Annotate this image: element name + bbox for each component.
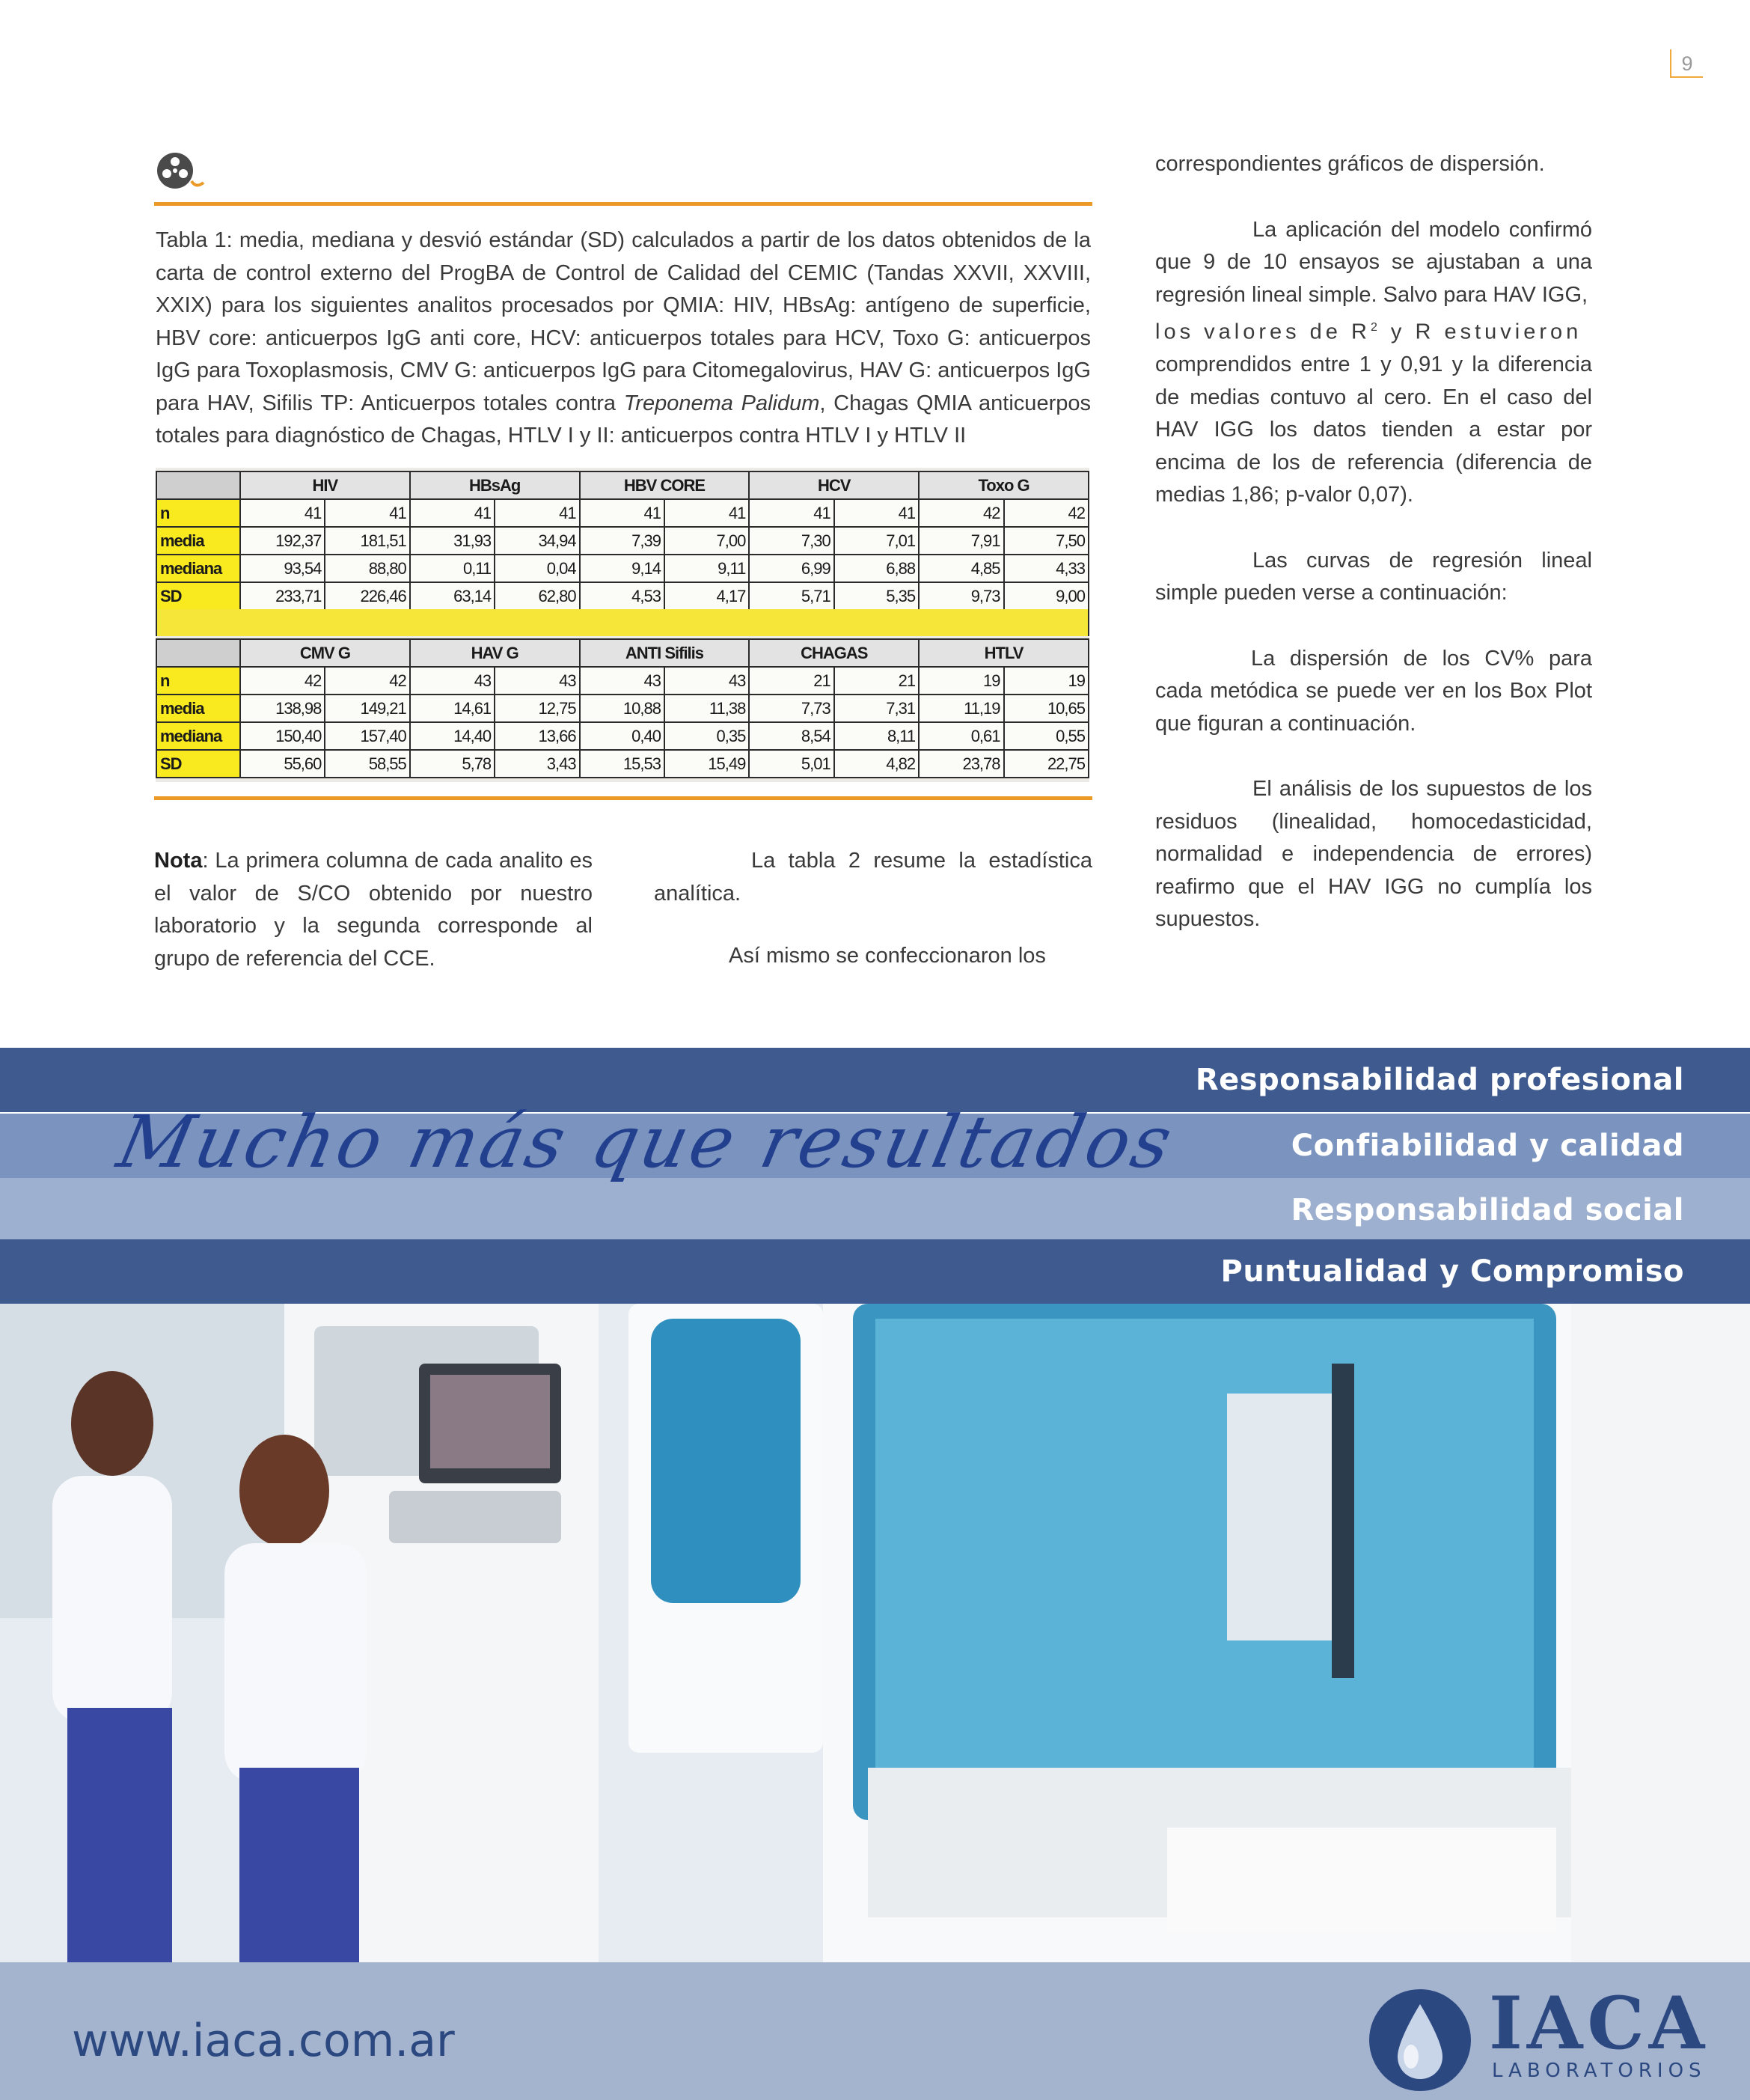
- table-cell: 43: [580, 667, 664, 695]
- table-cell: 8,54: [749, 722, 833, 750]
- table-cell: 5,71: [749, 582, 833, 610]
- table-cell: 7,91: [919, 527, 1003, 555]
- table-header: ANTI Sifilis: [580, 639, 750, 667]
- table-cell: 43: [664, 667, 749, 695]
- table-corner: [156, 471, 240, 499]
- table-cell: 226,46: [325, 582, 409, 610]
- table-cell: 5,78: [410, 750, 495, 778]
- row-label: n: [156, 499, 240, 527]
- row-label: SD: [156, 582, 240, 610]
- table-cell: 21: [834, 667, 919, 695]
- note-label: Nota: [154, 849, 203, 873]
- table-cell: 63,14: [410, 582, 495, 610]
- banner-line: Puntualidad y Compromiso: [1220, 1254, 1684, 1289]
- table-cell: 41: [580, 499, 664, 527]
- table-cell: 31,93: [410, 527, 495, 555]
- table-cell: 7,30: [749, 527, 833, 555]
- table-corner: [156, 639, 240, 667]
- row-label: n: [156, 667, 240, 695]
- table-separator-band: [156, 609, 1089, 636]
- table-cell: 21: [749, 667, 833, 695]
- results-table-1: [156, 471, 1089, 611]
- table-cell: 9,73: [919, 582, 1003, 610]
- table-cell: 42: [919, 499, 1003, 527]
- table-cell: 157,40: [325, 722, 409, 750]
- table-cell: 41: [325, 499, 409, 527]
- table-cell: 42: [325, 667, 409, 695]
- table-cell: 41: [834, 499, 919, 527]
- table-cell: 41: [664, 499, 749, 527]
- table-row: [156, 527, 1089, 555]
- table-cell: 4,85: [919, 555, 1003, 582]
- table-cell: 7,00: [664, 527, 749, 555]
- paragraph: comprendidos entre 1 y 0,91 y la diferencia de medias contuvo al cero. En el caso del HAV IGG los datos tienden a estar por encima de los de referencia (diferencia de medias 1,86; p-valor 0,07).: [1155, 352, 1592, 507]
- table-cell: 19: [1004, 667, 1089, 695]
- table-cell: 43: [410, 667, 495, 695]
- table-header: CHAGAS: [749, 639, 919, 667]
- page-number: 9: [1670, 49, 1703, 78]
- table-header: CMV G: [240, 639, 410, 667]
- table-row: [156, 722, 1089, 750]
- banner-band: [0, 1178, 1750, 1242]
- table-cell: 4,17: [664, 582, 749, 610]
- table-cell: 34,94: [495, 527, 579, 555]
- table-cell: 55,60: [240, 750, 325, 778]
- table-cell: 19: [919, 667, 1003, 695]
- table-cell: 23,78: [919, 750, 1003, 778]
- table-cell: 41: [410, 499, 495, 527]
- table-cell: 181,51: [325, 527, 409, 555]
- table-cell: 0,11: [410, 555, 495, 582]
- logo-subtitle: LABORATORIOS: [1492, 2060, 1707, 2082]
- table-cell: 41: [240, 499, 325, 527]
- table-bottom-rule: [154, 796, 1092, 800]
- results-table-2: [156, 638, 1089, 778]
- row-label: media: [156, 527, 240, 555]
- row-label: SD: [156, 750, 240, 778]
- table-cell: 7,73: [749, 695, 833, 722]
- row-label: media: [156, 695, 240, 722]
- table-cell: 41: [749, 499, 833, 527]
- table-cell: 0,35: [664, 722, 749, 750]
- logo-wordmark: IACA: [1489, 1981, 1710, 2066]
- table-header: HBV CORE: [580, 471, 750, 499]
- table-header: HIV: [240, 471, 410, 499]
- table-cell: 10,88: [580, 695, 664, 722]
- table-cell: 9,00: [1004, 582, 1089, 610]
- table-cell: 22,75: [1004, 750, 1089, 778]
- middle-column: [654, 845, 1092, 973]
- table-cell: 0,55: [1004, 722, 1089, 750]
- table-cell: 42: [1004, 499, 1089, 527]
- paragraph: Las curvas de regresión lineal simple pueden verse a continuación:: [1155, 548, 1592, 605]
- table-cell: 14,40: [410, 722, 495, 750]
- table-cell: 41: [495, 499, 579, 527]
- laboratory-photo: [0, 1304, 1750, 1962]
- caption-top-rule: [154, 202, 1092, 206]
- table-cell: 5,01: [749, 750, 833, 778]
- table-row: [156, 555, 1089, 582]
- table-cell: 43: [495, 667, 579, 695]
- table-cell: 138,98: [240, 695, 325, 722]
- table-cell: 7,31: [834, 695, 919, 722]
- table-cell: 150,40: [240, 722, 325, 750]
- right-column: [1155, 148, 1592, 969]
- paragraph: La aplicación del modelo confirmó que 9 de 10 ensayos se ajustaban a una regresión lineal simple. Salvo para HAV IGG,: [1155, 217, 1592, 307]
- table-cell: 7,39: [580, 527, 664, 555]
- row-label: mediana: [156, 722, 240, 750]
- table-row: [156, 750, 1089, 778]
- table-cell: 15,49: [664, 750, 749, 778]
- table-header: HTLV: [919, 639, 1089, 667]
- lab-scene-illustration: [0, 1304, 1750, 1962]
- table-cell: 7,50: [1004, 527, 1089, 555]
- table-cell: 149,21: [325, 695, 409, 722]
- table-header: HCV: [749, 471, 919, 499]
- table-cell: 6,99: [749, 555, 833, 582]
- table-cell: 4,33: [1004, 555, 1089, 582]
- table-caption: Tabla 1: media, mediana y desvió estándar (SD) calculados a partir de los datos obtenidos de la carta de control externo del ProgBA de Control de Calidad del CEMIC (Tandas XXVII, XXVIII, XXIX) para los siguientes analitos procesados por QMIA: HIV, HBsAg: antígeno de superficie, HBV core: anticuerpos IgG anti core, HCV: anticuerpos totales para HCV, Toxo G: anticuerpos IgG para Toxoplasmosis, CMV G: anticuerpos IgG para Citomegalovirus, HAV G: anticuerpos IgG para HAV, Sifilis TP: Anticuerpos totales contra Treponema Palidum, Chagas QMIA anticuerpos totales para diagnóstico de Chagas, HTLV I y II: anticuerpos contra HTLV I y HTLV II: [156, 228, 1091, 448]
- table-cell: 5,35: [834, 582, 919, 610]
- table-cell: 192,37: [240, 527, 325, 555]
- table-row: [156, 695, 1089, 722]
- table-cell: 12,75: [495, 695, 579, 722]
- table-header: HBsAg: [410, 471, 580, 499]
- table-header: HAV G: [410, 639, 580, 667]
- table-cell: 4,53: [580, 582, 664, 610]
- table-cell: 6,88: [834, 555, 919, 582]
- table-cell: 42: [240, 667, 325, 695]
- banner-band: [0, 1239, 1750, 1304]
- table-row: [156, 499, 1089, 527]
- banner-line: Confiabilidad y calidad: [1291, 1129, 1684, 1163]
- table-cell: 233,71: [240, 582, 325, 610]
- banner-line: Responsabilidad social: [1291, 1193, 1684, 1227]
- table-cell: 4,82: [834, 750, 919, 778]
- banner-line: Responsabilidad profesional: [1195, 1063, 1684, 1097]
- table-cell: 14,61: [410, 695, 495, 722]
- website-link[interactable]: www.iaca.com.ar: [72, 2015, 455, 2067]
- table-cell: 8,11: [834, 722, 919, 750]
- banner-slogan: Mucho más que resultados: [111, 1100, 1182, 1184]
- table-cell: 0,61: [919, 722, 1003, 750]
- paragraph: correspondientes gráficos de dispersión.: [1155, 152, 1545, 176]
- table-cell: 15,53: [580, 750, 664, 778]
- table-row: [156, 582, 1089, 610]
- results-table-image: [156, 468, 1089, 782]
- note-paragraph: Nota: La primera columna de cada analito es el valor de S/CO obtenido por nuestro laboratorio y la segunda corresponde al grupo de referencia del CCE.: [154, 849, 593, 971]
- paragraph: los valores de $R^2$ y R estuvieron: [1155, 320, 1582, 344]
- paragraph: La dispersión de los CV% para cada metódica se puede ver en los Box Plot que figuran a continuación.: [1155, 646, 1592, 736]
- table-row: [156, 667, 1089, 695]
- table-cell: 11,19: [919, 695, 1003, 722]
- row-label: mediana: [156, 555, 240, 582]
- paragraph: El análisis de los supuestos de los residuos (linealidad, homocedasticidad, normalidad e independencia de errores) reafirmo que el HAV IGG no cumplía los supuestos.: [1155, 777, 1592, 932]
- table-cell: 88,80: [325, 555, 409, 582]
- table-cell: 0,04: [495, 555, 579, 582]
- table-cell: 9,11: [664, 555, 749, 582]
- film-reel-icon: [154, 150, 206, 195]
- table-cell: 58,55: [325, 750, 409, 778]
- iaca-logo-icon: [1368, 1988, 1472, 2093]
- table-cell: 10,65: [1004, 695, 1089, 722]
- table-header: Toxo G: [919, 471, 1089, 499]
- table-cell: 62,80: [495, 582, 579, 610]
- table-cell: 7,01: [834, 527, 919, 555]
- paragraph: Así mismo se confeccionaron los: [729, 944, 1046, 968]
- table-cell: 93,54: [240, 555, 325, 582]
- table-cell: 9,14: [580, 555, 664, 582]
- table-cell: 11,38: [664, 695, 749, 722]
- table-cell: 13,66: [495, 722, 579, 750]
- table-cell: 0,40: [580, 722, 664, 750]
- table-cell: 3,43: [495, 750, 579, 778]
- paragraph: La tabla 2 resume la estadística analítica.: [654, 849, 1092, 906]
